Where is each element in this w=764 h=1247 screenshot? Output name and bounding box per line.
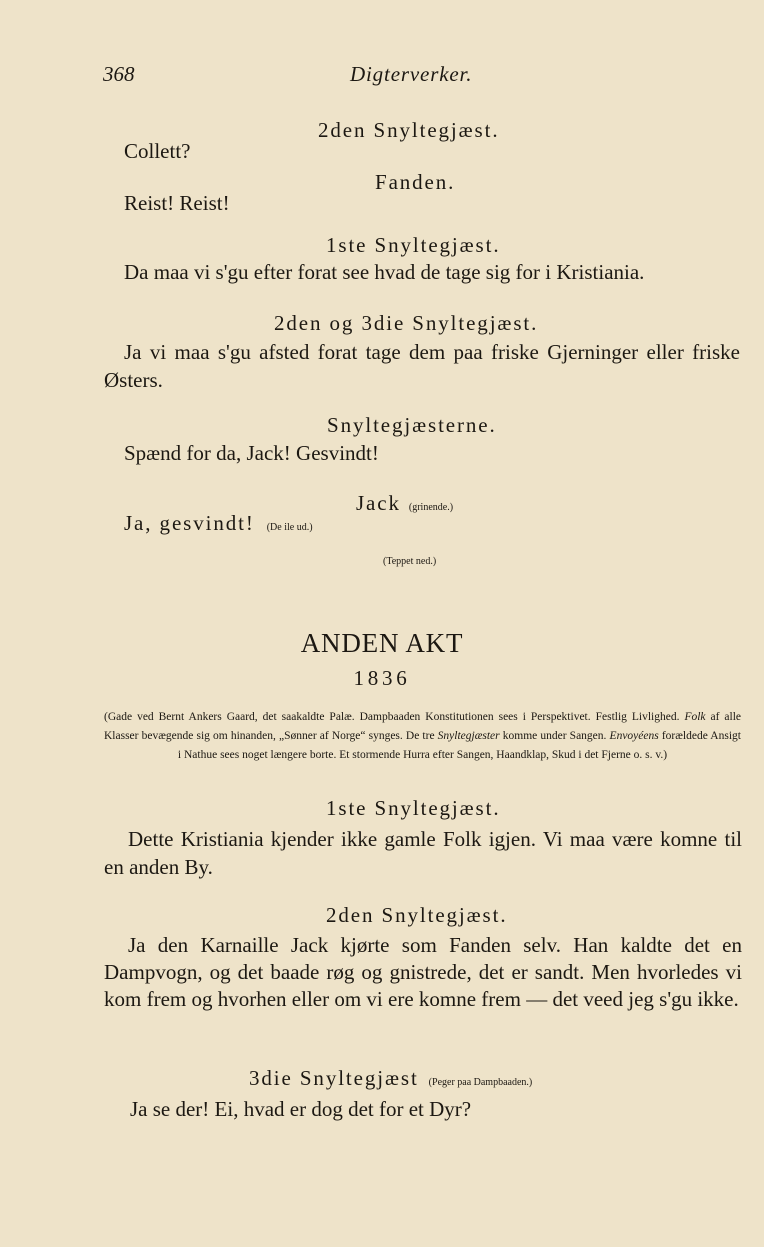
speaker-name: 2den Snyltegjæst. [318, 118, 500, 142]
dialogue-line: Spænd for da, Jack! Gesvindt! [124, 441, 379, 465]
speaker-name: Snyltegjæsterne. [327, 413, 497, 437]
dialogue-line: Ja, gesvindt! [124, 511, 255, 535]
dialogue-line: Ja se der! Ei, hvad er dog det for et Dyr? [130, 1097, 472, 1121]
dialogue-paragraph: Ja den Karnaille Jack kjørte som Fanden selv. Han kaldte det en Dampvogn, og det baade røg og gnistrede, det er sandt. Men hvorledes vi kom frem og hvorhen eller om vi ere komne frem — det veed jeg s'gu ikke. [104, 933, 742, 1011]
speaker-name: 1ste Snyltegjæst. [326, 796, 501, 820]
curtain-direction: (Teppet ned.) [383, 556, 437, 567]
dialogue-line: Reist! Reist! [124, 191, 230, 215]
speaker-block [249, 1066, 532, 1091]
stage-direction: (Peger paa Dampbaaden.) [428, 1077, 533, 1088]
running-title: Digterverker. [350, 62, 473, 86]
speaker-name: 2den og 3die Snyltegjæst. [274, 311, 539, 335]
dialogue-paragraph: Ja vi maa s'gu afsted forat tage dem paa friske Gjerninger eller friske Østers. [104, 340, 740, 392]
page-number: 368 [103, 62, 135, 86]
stage-direction: (De ile ud.) [266, 522, 313, 533]
act-title: ANDEN AKT [300, 628, 464, 658]
speaker-name: Jack [356, 491, 401, 515]
act-year: 1836 [353, 666, 411, 690]
stage-direction: (grinende.) [408, 502, 454, 513]
dialogue-paragraph: Dette Kristiania kjender ikke gamle Folk igjen. Vi maa være komne til en anden By. [104, 827, 742, 879]
speaker-name: Fanden. [375, 170, 456, 194]
speaker-name: 1ste Snyltegjæst. [326, 233, 501, 257]
speaker-name: 3die Snyltegjæst [249, 1066, 419, 1090]
dialogue-line: Collett? [124, 139, 191, 163]
speaker-name: 2den Snyltegjæst. [326, 903, 508, 927]
dialogue-line: Da maa vi s'gu efter forat see hvad de tage sig for i Kristiania. [124, 260, 645, 284]
dialogue-block [124, 511, 313, 536]
stage-setting: (Gade ved Bernt Ankers Gaard, det saakaldte Palæ. Dampbaaden Konstitutionen sees i Perspektivet. Festlig Livlighed. Folk af alle Klasser bevægende sig om hinanden, „Sønner af Norge“ synges. De tre Snyltegjæster komme under Sangen. Envoyéens forældede Ansigt i Nathue sees noget længere borte. Et stormende Hurra efter Sangen, Haandklap, Skud i det Fjerne o. s. v.) [104, 711, 741, 761]
speaker-block [356, 491, 453, 516]
